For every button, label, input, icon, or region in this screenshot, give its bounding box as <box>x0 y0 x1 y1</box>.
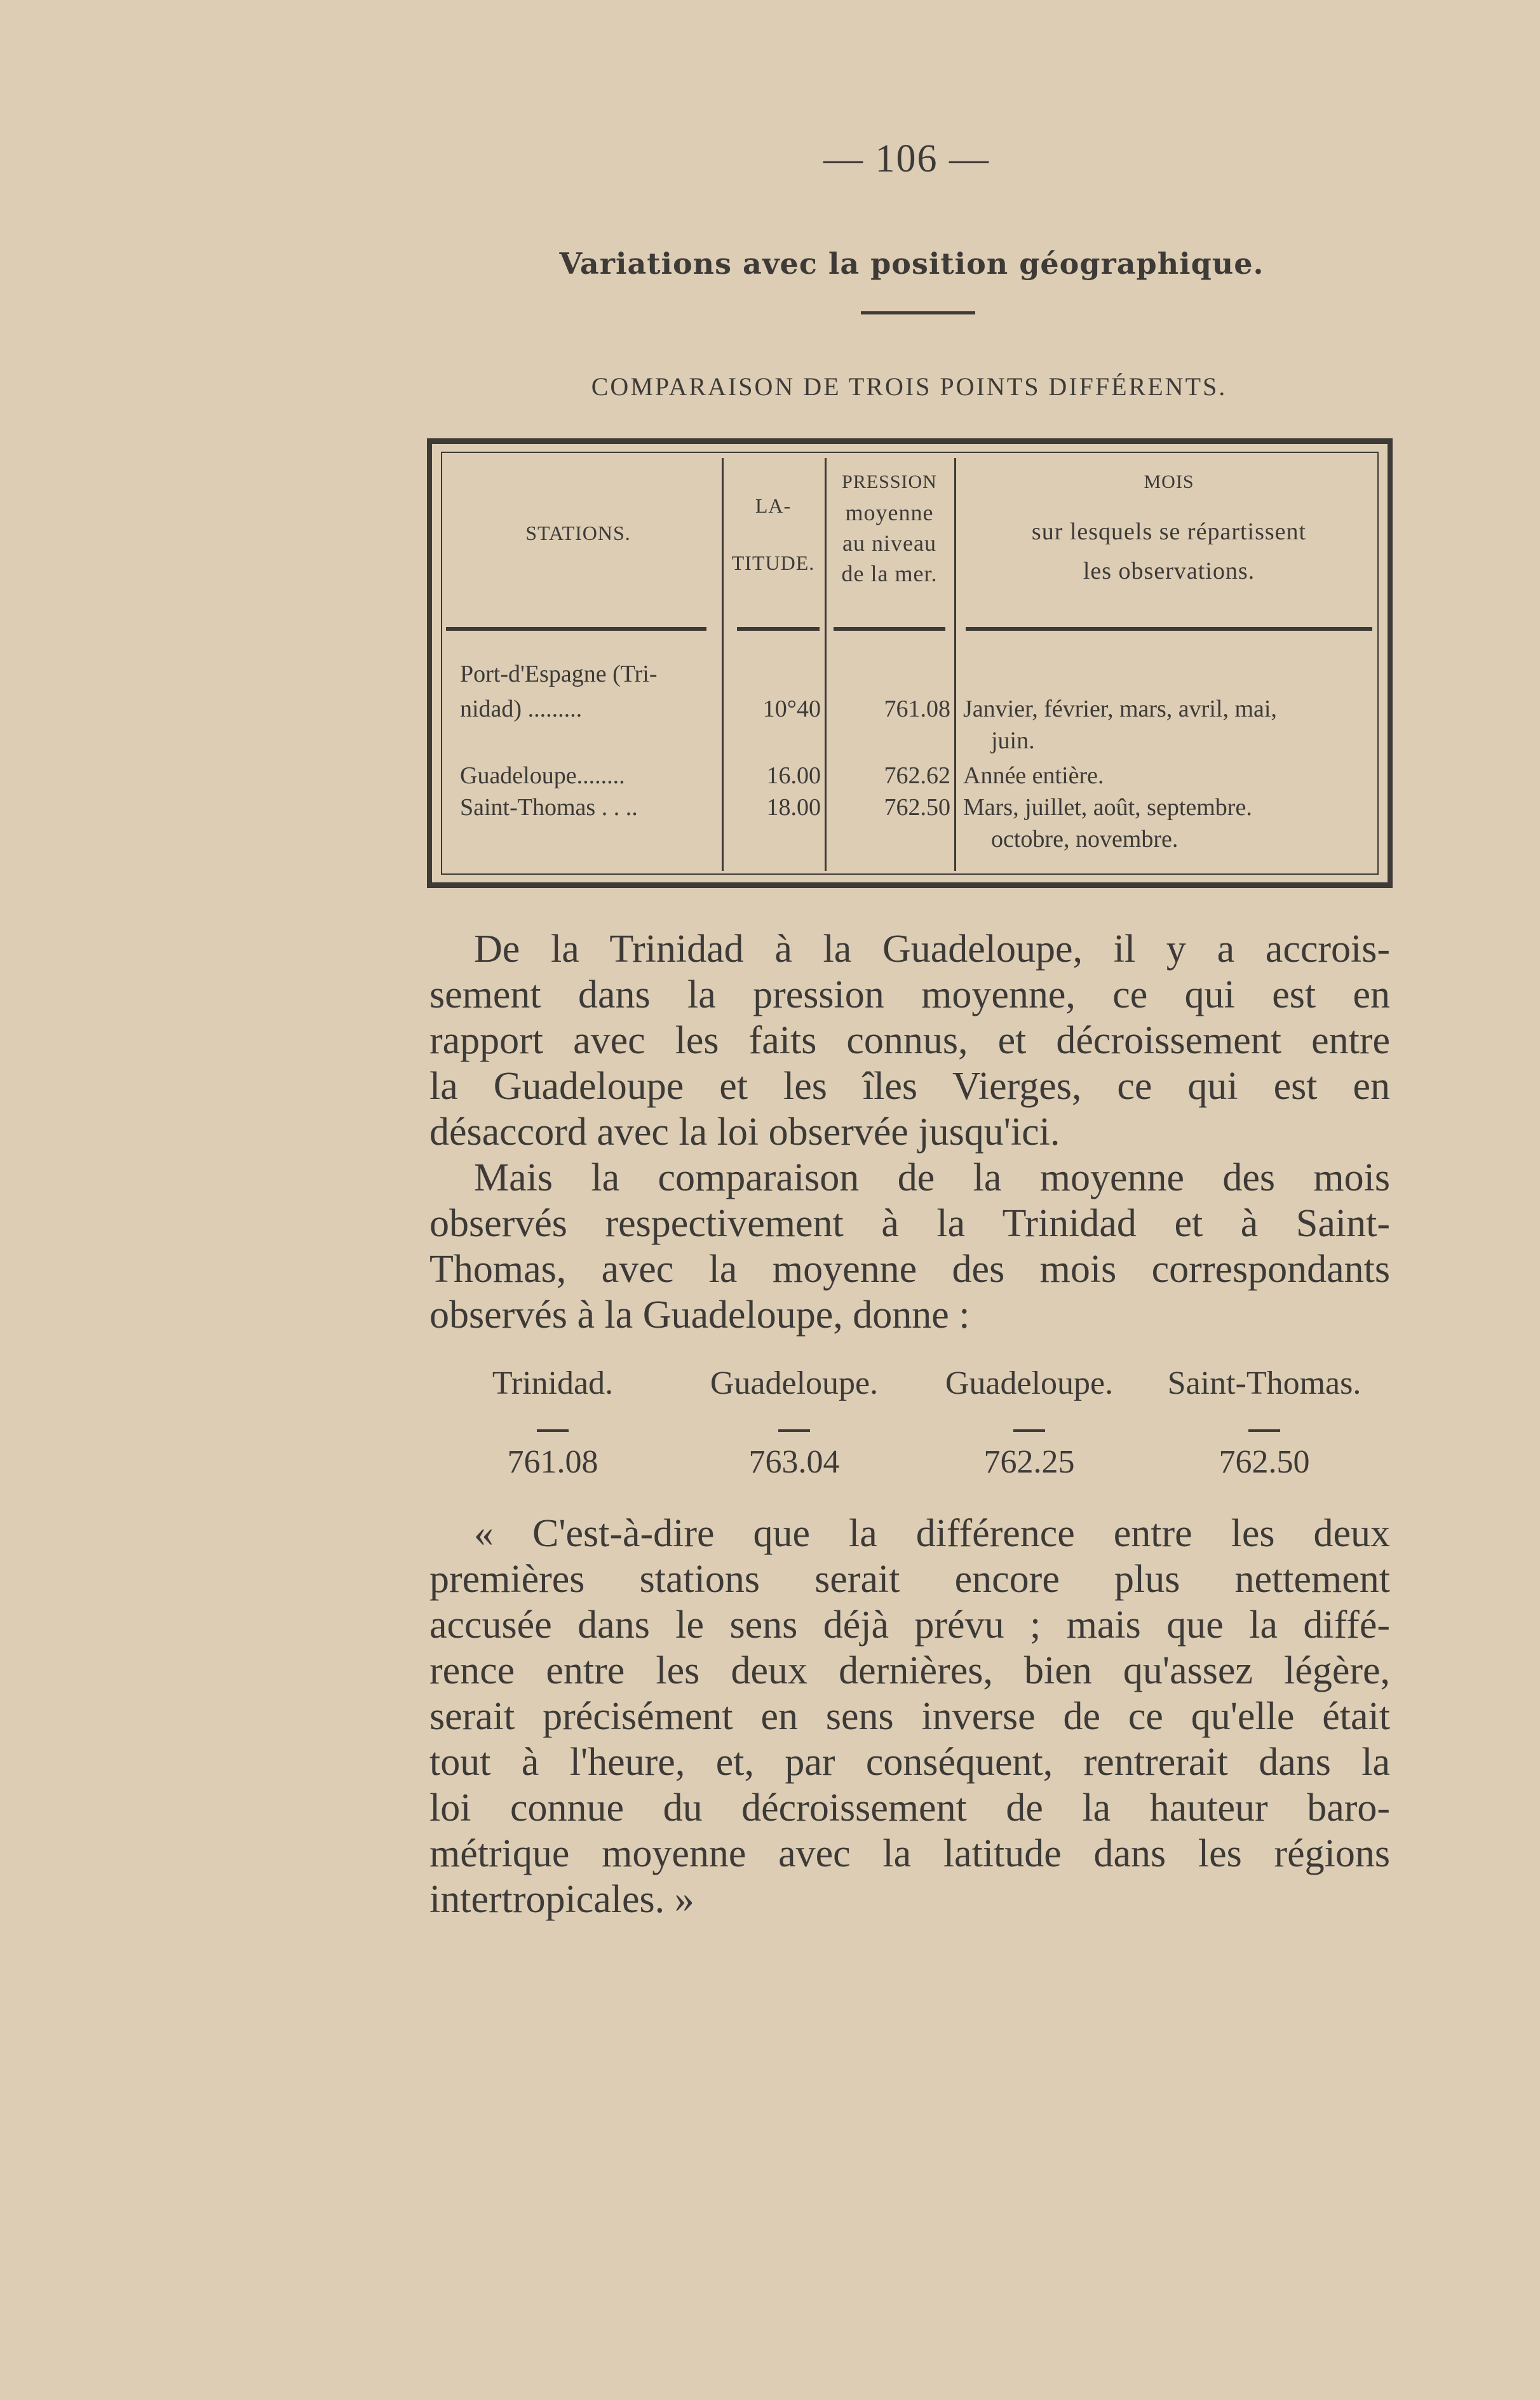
comparison-dash <box>537 1429 569 1432</box>
header-rule <box>446 627 706 631</box>
row-1-latitude: 10°40 <box>762 696 821 722</box>
text-line: De la Trinidad à la Guadeloupe, il y a accrois- <box>474 927 1390 971</box>
row-2-pression: 762.62 <box>884 762 950 789</box>
comparison-value-3: 762.25 <box>983 1444 1075 1480</box>
header-pression-2: moyenne <box>845 500 934 525</box>
text-line: serait précisément en sens inverse de ce qu'elle était <box>429 1695 1390 1738</box>
header-pression-3: au niveau <box>842 530 936 556</box>
stations-table <box>427 438 1393 888</box>
row-1-pression: 761.08 <box>884 696 950 722</box>
text-line: loi connue du décroissement de la hauteur baro- <box>429 1786 1390 1830</box>
text-line: observés respectivement à la Trinidad et à Saint- <box>429 1202 1390 1245</box>
row-3-mois-line-1: Mars, juillet, août, septembre. <box>963 794 1252 821</box>
comparison-label-4: Saint-Thomas. <box>1167 1365 1361 1401</box>
text-line: observés à la Guadeloupe, donne : <box>429 1293 970 1337</box>
text-line: métrique moyenne avec la latitude dans les régions <box>429 1832 1390 1875</box>
text-line: rence entre les deux dernières, bien qu'assez légère, <box>429 1649 1390 1692</box>
comparison-label-3: Guadeloupe. <box>945 1365 1114 1401</box>
comparison-value-1: 761.08 <box>507 1444 598 1480</box>
header-stations: STATIONS. <box>525 522 631 544</box>
header-mois-2: sur lesquels se répartissent <box>1031 518 1307 545</box>
text-line: sement dans la pression moyenne, ce qui est en <box>429 973 1390 1016</box>
column-divider <box>825 458 827 871</box>
header-latitude-bottom: TITUDE. <box>731 551 815 574</box>
table-caption: COMPARAISON DE TROIS POINTS DIFFÉRENTS. <box>591 372 1227 401</box>
comparison-value-2: 763.04 <box>748 1444 840 1480</box>
paragraph-1 <box>429 926 1390 1155</box>
comparison-dash <box>1248 1429 1280 1432</box>
comparison-dash <box>778 1429 810 1432</box>
header-rule <box>966 627 1372 631</box>
row-3-latitude: 18.00 <box>766 794 821 821</box>
title-rule <box>861 311 975 314</box>
comparison-value-4: 762.50 <box>1219 1444 1310 1480</box>
row-3-pression: 762.50 <box>884 794 950 821</box>
text-line: premières stations serait encore plus nettement <box>429 1558 1390 1601</box>
header-latitude-top: LA- <box>755 494 792 517</box>
text-line: désaccord avec la loi observée jusqu'ici. <box>429 1110 1060 1154</box>
section-title: Variations avec la position géographique. <box>559 246 1264 281</box>
header-rule <box>834 627 945 631</box>
text-line: intertropicales. » <box>429 1878 694 1921</box>
header-mois-1: MOIS <box>1144 471 1194 492</box>
header-pression-1: PRESSION <box>842 471 937 492</box>
text-line: Mais la comparaison de la moyenne des mois <box>474 1156 1390 1199</box>
header-pression-4: de la mer. <box>841 561 938 586</box>
paragraph-2 <box>429 1155 1390 1338</box>
row-1-mois-line-1: Janvier, février, mars, avril, mai, <box>963 696 1277 722</box>
row-3-station: Saint-Thomas . . .. <box>460 794 638 821</box>
page-number-text: — 106 — <box>823 137 990 180</box>
header-rule <box>737 627 820 631</box>
row-1-mois-line-2: juin. <box>991 727 1035 754</box>
text-line: tout à l'heure, et, par conséquent, rentrerait dans la <box>429 1741 1390 1784</box>
row-1-station-line-1: Port-d'Espagne (Tri- <box>460 661 658 687</box>
page-number <box>0 137 1540 182</box>
row-1-station-line-2: nidad) ......... <box>460 696 583 722</box>
row-2-latitude: 16.00 <box>766 762 821 789</box>
row-2-mois: Année entière. <box>963 762 1104 789</box>
row-3-mois-line-2: octobre, novembre. <box>991 826 1179 853</box>
column-divider <box>954 458 956 871</box>
header-mois-3: les observations. <box>1083 558 1255 584</box>
text-line: la Guadeloupe et les îles Vierges, ce qui est en <box>429 1065 1390 1108</box>
text-line: Thomas, avec la moyenne des mois correspondants <box>429 1248 1390 1291</box>
text-line: accusée dans le sens déjà prévu ; mais que la diffé- <box>429 1603 1390 1647</box>
text-line: « C'est-à-dire que la différence entre les deux <box>474 1512 1390 1555</box>
row-2-station: Guadeloupe........ <box>460 762 625 789</box>
text-line: rapport avec les faits connus, et décroissement entre <box>429 1019 1390 1062</box>
paragraph-3 <box>429 1511 1390 1922</box>
comparison-dash <box>1013 1429 1045 1432</box>
comparison-label-2: Guadeloupe. <box>710 1365 879 1401</box>
column-divider <box>722 458 724 871</box>
comparison-label-1: Trinidad. <box>492 1365 614 1401</box>
